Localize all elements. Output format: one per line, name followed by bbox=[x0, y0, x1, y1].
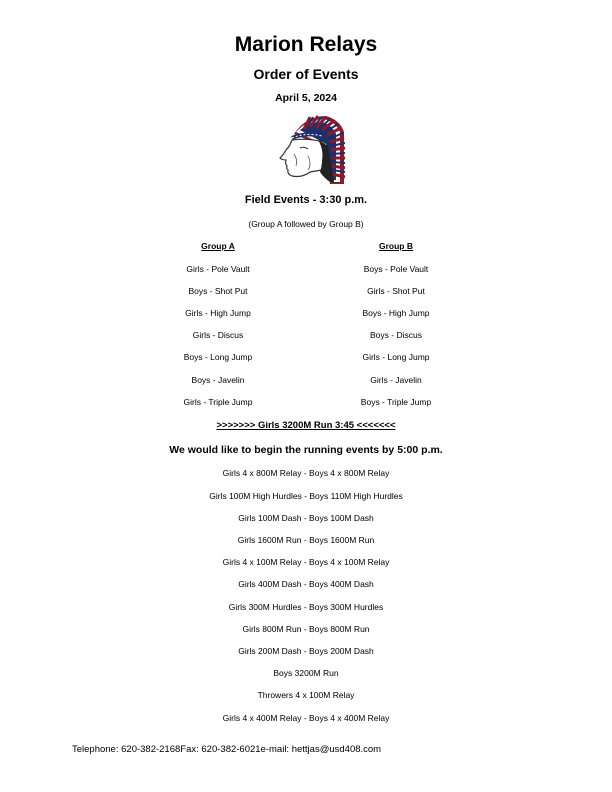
running-event: Girls 4 x 100M Relay - Boys 4 x 100M Relay bbox=[222, 557, 390, 567]
group-b-label: Group B bbox=[379, 241, 413, 251]
group-b-event: Girls - Long Jump bbox=[362, 352, 430, 362]
running-event: Girls 100M Dash - Boys 100M Dash bbox=[238, 513, 374, 523]
group-b-event: Girls - Javelin bbox=[370, 375, 422, 385]
group-a-event: Boys - Shot Put bbox=[188, 286, 248, 296]
running-event: Girls 800M Run - Boys 800M Run bbox=[242, 624, 370, 634]
event-date: April 5, 2024 bbox=[275, 92, 337, 104]
group-a-event: Girls - Discus bbox=[192, 330, 244, 340]
indian-head-mascot-logo-icon bbox=[264, 112, 346, 186]
girls-3200m-alert: >>>>>>> Girls 3200M Run 3:45 <<<<<<< bbox=[216, 420, 396, 431]
group-a-event: Girls - Triple Jump bbox=[183, 397, 253, 407]
running-event: Girls 200M Dash - Boys 200M Dash bbox=[238, 646, 374, 656]
group-a-event: Girls - Pole Vault bbox=[186, 264, 250, 274]
running-events-heading: We would like to begin the running events by 5:00 p.m. bbox=[169, 444, 443, 456]
field-events-heading: Field Events - 3:30 p.m. bbox=[244, 194, 368, 206]
contact-footer: Telephone: 620-382-2168Fax: 620-382-6021e-mail: hettjas@usd408.com bbox=[72, 744, 382, 755]
group-b-event: Boys - Pole Vault bbox=[363, 264, 429, 274]
running-event: Girls 100M High Hurdles - Boys 110M High Hurdles bbox=[209, 491, 403, 501]
running-event: Boys 3200M Run bbox=[273, 668, 339, 678]
group-a-label: Group A bbox=[201, 241, 235, 251]
page-subtitle: Order of Events bbox=[253, 66, 359, 82]
group-a-event: Boys - Long Jump bbox=[183, 352, 253, 362]
field-events-note: (Group A followed by Group B) bbox=[248, 219, 364, 229]
running-event: Girls 1600M Run - Boys 1600M Run bbox=[237, 535, 375, 545]
group-b-event: Boys - Discus bbox=[370, 330, 422, 340]
running-event: Girls 300M Hurdles - Boys 300M Hurdles bbox=[228, 602, 384, 612]
group-b-event: Boys - Triple Jump bbox=[360, 397, 432, 407]
group-a-event: Girls - High Jump bbox=[185, 308, 251, 318]
group-b-event: Boys - High Jump bbox=[362, 308, 430, 318]
page-title: Marion Relays bbox=[234, 33, 378, 56]
group-b-event: Girls - Shot Put bbox=[367, 286, 425, 296]
running-event: Girls 4 x 800M Relay - Boys 4 x 800M Relay bbox=[222, 468, 390, 478]
running-event: Throwers 4 x 100M Relay bbox=[257, 690, 355, 700]
group-a-event: Boys - Javelin bbox=[191, 375, 245, 385]
running-event: Girls 400M Dash - Boys 400M Dash bbox=[238, 579, 374, 589]
running-event: Girls 4 x 400M Relay - Boys 4 x 400M Relay bbox=[222, 713, 390, 723]
